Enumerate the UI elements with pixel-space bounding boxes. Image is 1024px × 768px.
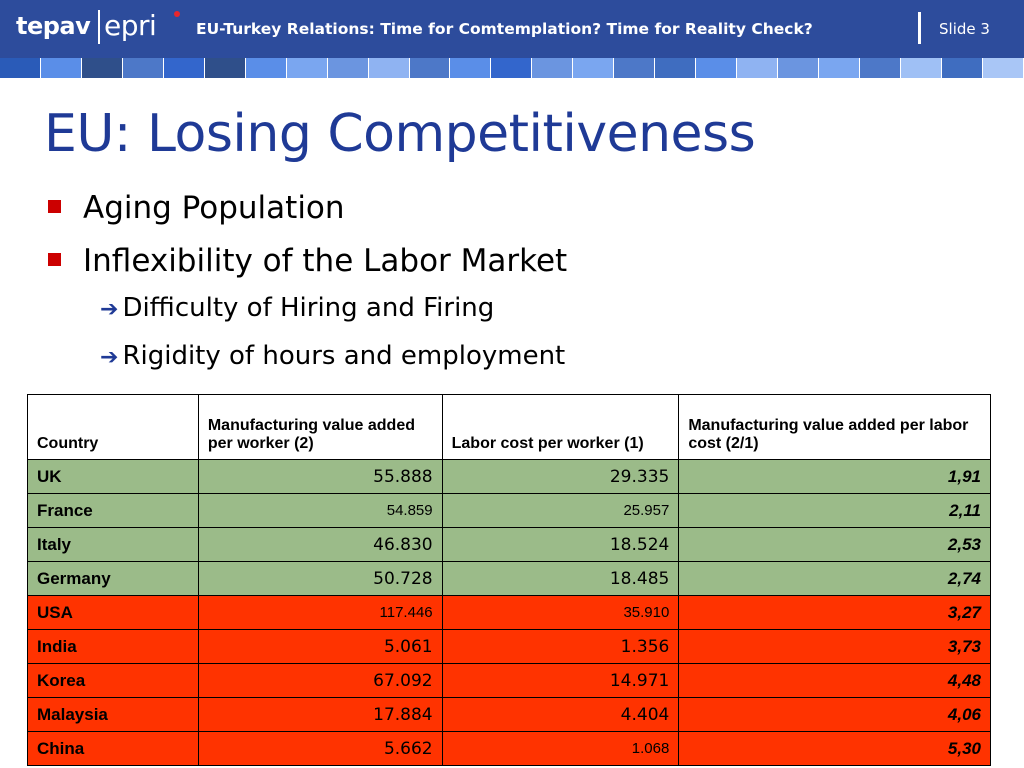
mva-cell: 54.859 xyxy=(198,494,442,528)
labor-cost-cell: 18.485 xyxy=(442,562,679,596)
competitiveness-table xyxy=(27,394,991,766)
labor-cost-cell: 14.971 xyxy=(442,664,679,698)
strip-segment xyxy=(491,58,532,78)
country-cell: USA xyxy=(28,596,199,630)
ratio-cell: 3,27 xyxy=(679,596,991,630)
labor-cost-cell: 25.957 xyxy=(442,494,679,528)
table-body xyxy=(28,460,991,766)
mva-cell: 55.888 xyxy=(198,460,442,494)
sub-bullet-text: Difficulty of Hiring and Firing xyxy=(122,293,495,323)
ratio-cell: 1,91 xyxy=(679,460,991,494)
labor-cost-cell: 4.404 xyxy=(442,698,679,732)
country-cell: UK xyxy=(28,460,199,494)
ratio-cell: 2,74 xyxy=(679,562,991,596)
bullet-square-icon xyxy=(48,200,61,213)
bullet-item xyxy=(48,243,567,279)
country-cell: Malaysia xyxy=(28,698,199,732)
mva-cell: 5.061 xyxy=(198,630,442,664)
strip-segment xyxy=(942,58,983,78)
strip-segment xyxy=(573,58,614,78)
slide-number: Slide 3 xyxy=(939,20,990,38)
strip-segment xyxy=(901,58,942,78)
country-cell: Korea xyxy=(28,664,199,698)
table-row xyxy=(28,562,991,596)
epri-logo-text: epr xyxy=(104,9,150,42)
mva-cell: 5.662 xyxy=(198,732,442,766)
strip-segment xyxy=(328,58,369,78)
slide-header xyxy=(0,0,1024,58)
strip-segment xyxy=(410,58,451,78)
country-cell: China xyxy=(28,732,199,766)
strip-segment xyxy=(41,58,82,78)
sub-bullet-item xyxy=(100,341,565,371)
strip-segment xyxy=(778,58,819,78)
labor-cost-cell: 1.068 xyxy=(442,732,679,766)
mva-cell: 67.092 xyxy=(198,664,442,698)
strip-segment xyxy=(205,58,246,78)
mva-cell: 117.446 xyxy=(198,596,442,630)
ratio-cell: 4,06 xyxy=(679,698,991,732)
strip-segment xyxy=(860,58,901,78)
arrow-right-icon: ➔ xyxy=(100,345,119,370)
epri-logo xyxy=(104,9,156,42)
ratio-cell: 2,11 xyxy=(679,494,991,528)
mva-cell: 17.884 xyxy=(198,698,442,732)
header-labor-cost: Labor cost per worker (1) xyxy=(442,395,679,460)
ratio-cell: 4,48 xyxy=(679,664,991,698)
strip-segment xyxy=(164,58,205,78)
country-cell: Germany xyxy=(28,562,199,596)
bullet-text: Aging Population xyxy=(83,190,345,226)
header-mva: Manufacturing value added per worker (2) xyxy=(198,395,442,460)
strip-segment xyxy=(737,58,778,78)
header-ratio: Manufacturing value added per labor cost (2/1) xyxy=(679,395,991,460)
labor-cost-cell: 18.524 xyxy=(442,528,679,562)
table-row xyxy=(28,698,991,732)
logo-divider xyxy=(98,10,100,44)
strip-segment xyxy=(983,58,1024,78)
epri-logo-dot xyxy=(174,11,180,17)
strip-segment xyxy=(450,58,491,78)
ratio-cell: 5,30 xyxy=(679,732,991,766)
arrow-right-icon: ➔ xyxy=(100,297,119,322)
epri-logo-text-end: i xyxy=(149,9,157,42)
header-divider xyxy=(918,12,921,44)
table-row xyxy=(28,528,991,562)
strip-segment xyxy=(246,58,287,78)
ratio-cell: 2,53 xyxy=(679,528,991,562)
strip-segment xyxy=(696,58,737,78)
labor-cost-cell: 29.335 xyxy=(442,460,679,494)
mva-cell: 46.830 xyxy=(198,528,442,562)
strip-segment xyxy=(123,58,164,78)
country-cell: France xyxy=(28,494,199,528)
table-header-row xyxy=(28,395,991,460)
strip-segment xyxy=(369,58,410,78)
mva-cell: 50.728 xyxy=(198,562,442,596)
tepav-logo: tepav xyxy=(16,12,91,40)
decorative-color-strip xyxy=(0,58,1024,78)
table-row xyxy=(28,732,991,766)
strip-segment xyxy=(819,58,860,78)
table-row xyxy=(28,596,991,630)
sub-bullet-item xyxy=(100,293,494,323)
strip-segment xyxy=(82,58,123,78)
strip-segment xyxy=(287,58,328,78)
labor-cost-cell: 35.910 xyxy=(442,596,679,630)
slide-title: EU: Losing Competitiveness xyxy=(44,104,756,164)
country-cell: India xyxy=(28,630,199,664)
table-row xyxy=(28,460,991,494)
labor-cost-cell: 1.356 xyxy=(442,630,679,664)
strip-segment xyxy=(655,58,696,78)
table-row xyxy=(28,664,991,698)
strip-segment xyxy=(532,58,573,78)
presentation-title: EU-Turkey Relations: Time for Comtemplation? Time for Reality Check? xyxy=(196,20,813,38)
header-country: Country xyxy=(28,395,199,460)
country-cell: Italy xyxy=(28,528,199,562)
strip-segment xyxy=(0,58,41,78)
bullet-text: Inflexibility of the Labor Market xyxy=(83,243,568,279)
table-row xyxy=(28,494,991,528)
bullet-square-icon xyxy=(48,253,61,266)
ratio-cell: 3,73 xyxy=(679,630,991,664)
sub-bullet-text: Rigidity of hours and employment xyxy=(122,341,566,371)
strip-segment xyxy=(614,58,655,78)
table-row xyxy=(28,630,991,664)
bullet-item xyxy=(48,190,345,226)
